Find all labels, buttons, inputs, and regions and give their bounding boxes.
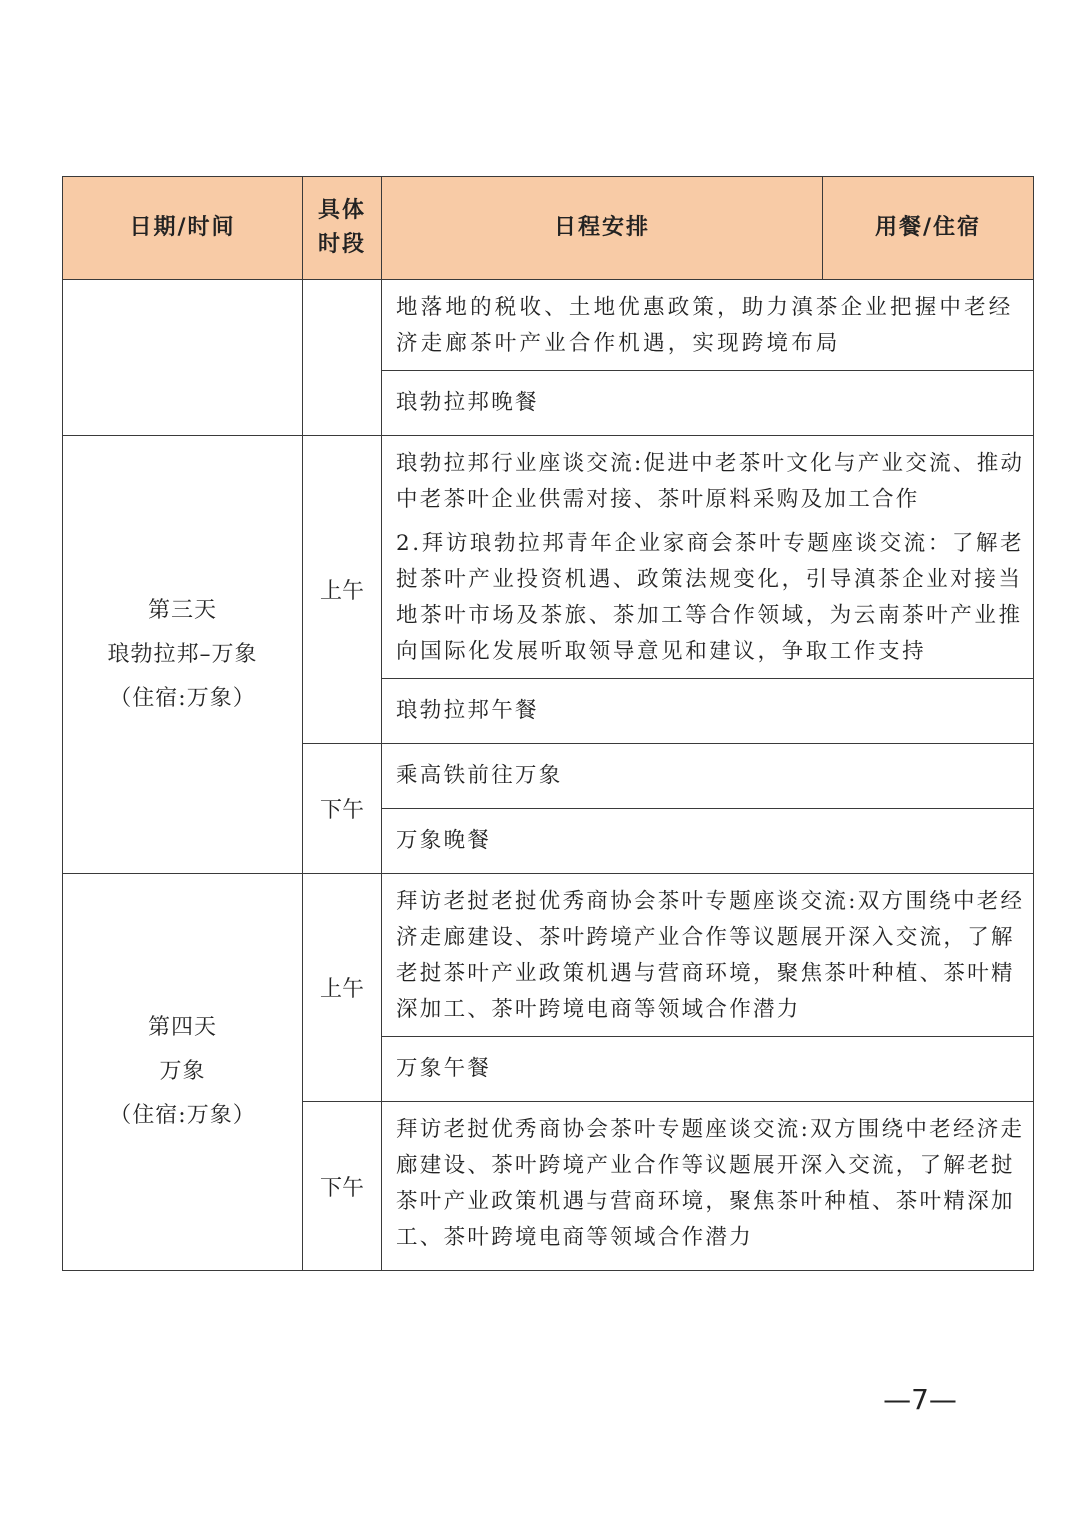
day4-afternoon-label: 下午	[303, 1102, 382, 1271]
schedule-text: 拜访老挝优秀商协会茶叶专题座谈交流:双方围绕中老经济走廊建设、茶叶跨境产业合作等议题展开深入交流，了解老挝茶叶产业政策机遇与营商环境，聚焦茶叶种植、茶叶精深加工、茶叶跨境电商等领域合作潜力	[396, 1117, 1025, 1250]
table-row	[63, 874, 1034, 1037]
day3-route: 琅勃拉邦–万象	[107, 641, 258, 667]
schedule-meal: 琅勃拉邦午餐	[382, 679, 1034, 744]
header-period	[303, 177, 382, 280]
day4-lodging: （住宿:万象）	[109, 1103, 256, 1128]
schedule-item	[382, 436, 1034, 679]
day4-city: 万象	[159, 1059, 206, 1084]
day3-afternoon-label: 下午	[303, 744, 382, 874]
table-row	[63, 280, 1034, 371]
schedule-text: 地落地的税收、土地优惠政策，助力滇茶企业把握中老经济走廊茶叶产业合作机遇，实现跨境布局	[396, 295, 1014, 356]
schedule-item	[382, 280, 1034, 371]
header-period-line2: 时段	[317, 232, 366, 257]
schedule-meal: 万象午餐	[382, 1037, 1034, 1102]
header-date-time: 日期/时间	[63, 177, 303, 280]
schedule-text: 拜访老挝老挝优秀商协会茶叶专题座谈交流:双方围绕中老经济走廊建设、茶叶跨境产业合作等议题展开深入交流，了解老挝茶叶产业政策机遇与营商环境，聚焦茶叶种植、茶叶精深加工、茶叶跨境电商等领域合作潜力	[396, 889, 1025, 1022]
day3-title: 第三天	[147, 597, 217, 623]
schedule-text: 琅勃拉邦行业座谈交流:促进中老茶叶文化与产业交流、推动中老茶叶企业供需对接、茶叶原料采购及加工合作	[396, 451, 1025, 512]
day4-date-cell	[63, 874, 303, 1271]
schedule-meal: 琅勃拉邦晚餐	[382, 371, 1034, 436]
header-schedule: 日程安排	[382, 177, 823, 280]
day3-morning-label: 上午	[303, 436, 382, 744]
schedule-text: 2.拜访琅勃拉邦青年企业家商会茶叶专题座谈交流：了解老挝茶叶产业投资机遇、政策法规变化，引导滇茶企业对接当地茶叶市场及茶旅、茶加工等合作领域，为云南茶叶产业推向国际化发展听取领导意见和建议，争取工作支持	[396, 531, 1025, 664]
date-cell-empty	[63, 280, 303, 436]
day4-morning-label: 上午	[303, 874, 382, 1102]
itinerary-table	[62, 176, 1034, 1271]
header-meal-lodging: 用餐/住宿	[823, 177, 1034, 280]
period-cell-empty	[303, 280, 382, 436]
schedule-item	[382, 1102, 1034, 1271]
table-row	[63, 436, 1034, 679]
schedule-meal: 万象晚餐	[382, 809, 1034, 874]
page-number: —7—	[883, 1383, 957, 1416]
header-period-line1: 具体	[317, 198, 366, 223]
day3-date-cell	[63, 436, 303, 874]
schedule-item: 乘高铁前往万象	[382, 744, 1034, 809]
day3-lodging: （住宿:万象）	[109, 685, 256, 711]
table-header-row	[63, 177, 1034, 280]
day4-title: 第四天	[147, 1015, 217, 1040]
schedule-item	[382, 874, 1034, 1037]
